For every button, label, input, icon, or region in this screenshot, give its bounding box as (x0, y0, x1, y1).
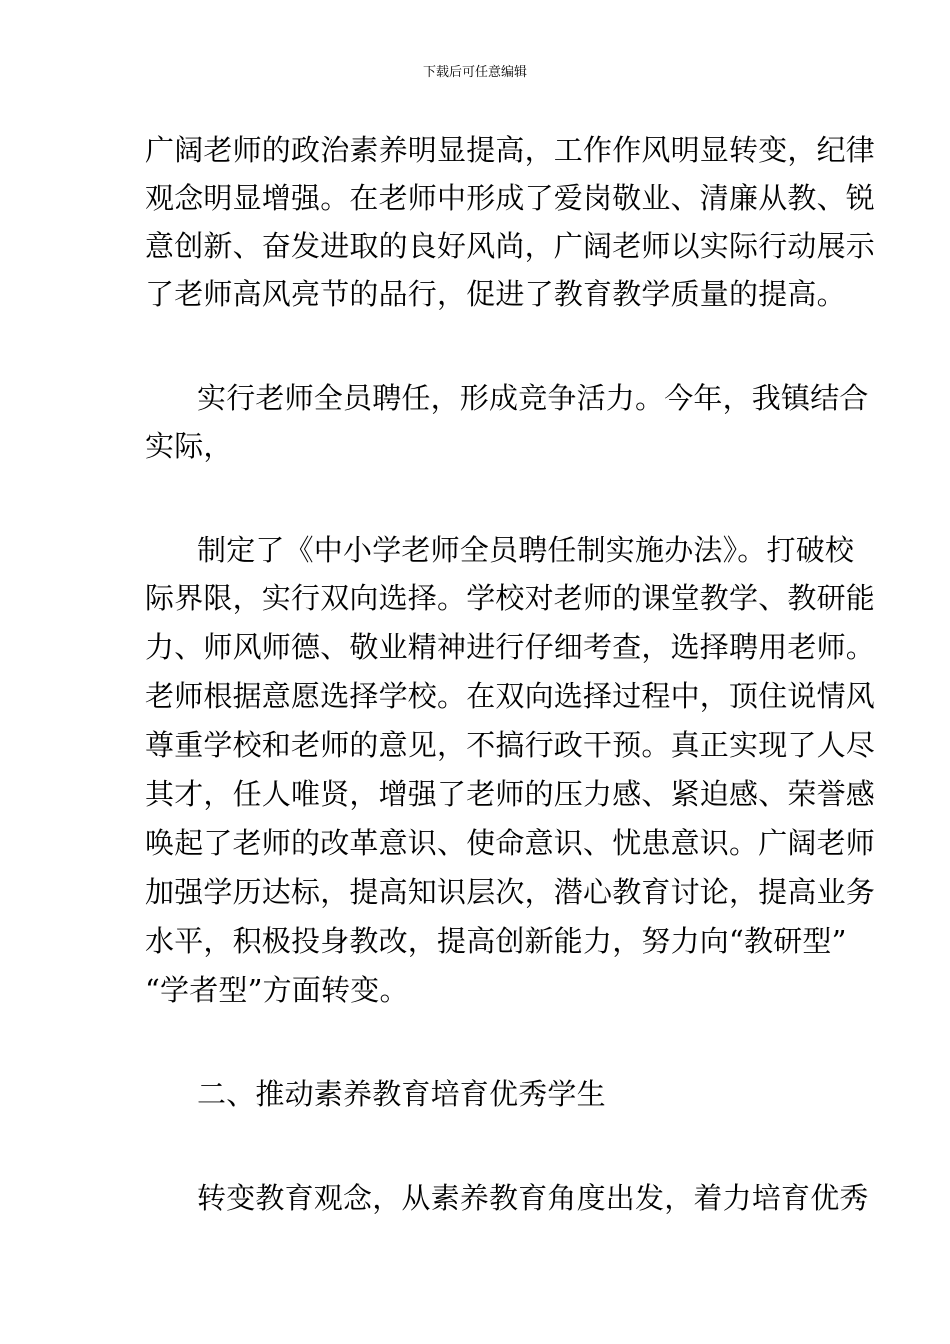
paragraph-3-line-9: 水平，积极投身教改，提高创新能力，努力向“教研型” (145, 924, 847, 958)
paragraph-5-line-1: 转变教育观念，从素养教育角度出发，着力培育优秀 (197, 1181, 869, 1215)
section-heading: 二、推动素养教育培育优秀学生 (197, 1077, 606, 1111)
paragraph-3-line-5: 尊重学校和老师的意见，不搞行政干预。真正实现了人尽 (145, 728, 876, 762)
paragraph-3-line-3: 力、师风师德、敬业精神进行仔细考查，选择聘用老师。 (145, 630, 876, 664)
page-header: 下载后可任意编辑 (422, 65, 527, 80)
paragraph-2-line-1: 实行老师全员聘任，形成竞争活力。今年，我镇结合 (197, 381, 869, 415)
paragraph-3-line-2: 际界限，实行双向选择。学校对老师的课堂教学、教研能 (145, 581, 876, 615)
paragraph-3-line-8: 加强学历达标，提高知识层次，潜心教育讨论，提高业务 (145, 875, 876, 909)
paragraph-3-line-7: 唤起了老师的改革意识、使命意识、忧患意识。广阔老师 (145, 826, 876, 860)
paragraph-3-line-6: 其才，任人唯贤，增强了老师的压力感、紧迫感、荣誉感 (145, 777, 876, 811)
paragraph-3-line-1: 制定了《中小学老师全员聘任制实施办法》。打破校 (197, 533, 855, 567)
paragraph-3-line-10: “学者型”方面转变。 (145, 973, 409, 1007)
paragraph-1-line-2: 观念明显增强。在老师中形成了爱岗敬业、清廉从教、锐 (145, 181, 876, 215)
paragraph-2-line-2: 实际， (145, 429, 233, 463)
paragraph-3-line-4: 老师根据意愿选择学校。在双向选择过程中，顶住说情风 (145, 679, 876, 713)
paragraph-1-line-3: 意创新、奋发进取的良好风尚，广阔老师以实际行动展示 (145, 229, 876, 263)
paragraph-1-line-4: 了老师高风亮节的品行，促进了教育教学质量的提高。 (145, 277, 846, 311)
paragraph-1-line-1: 广阔老师的政治素养明显提高，工作作风明显转变，纪律 (145, 133, 876, 167)
